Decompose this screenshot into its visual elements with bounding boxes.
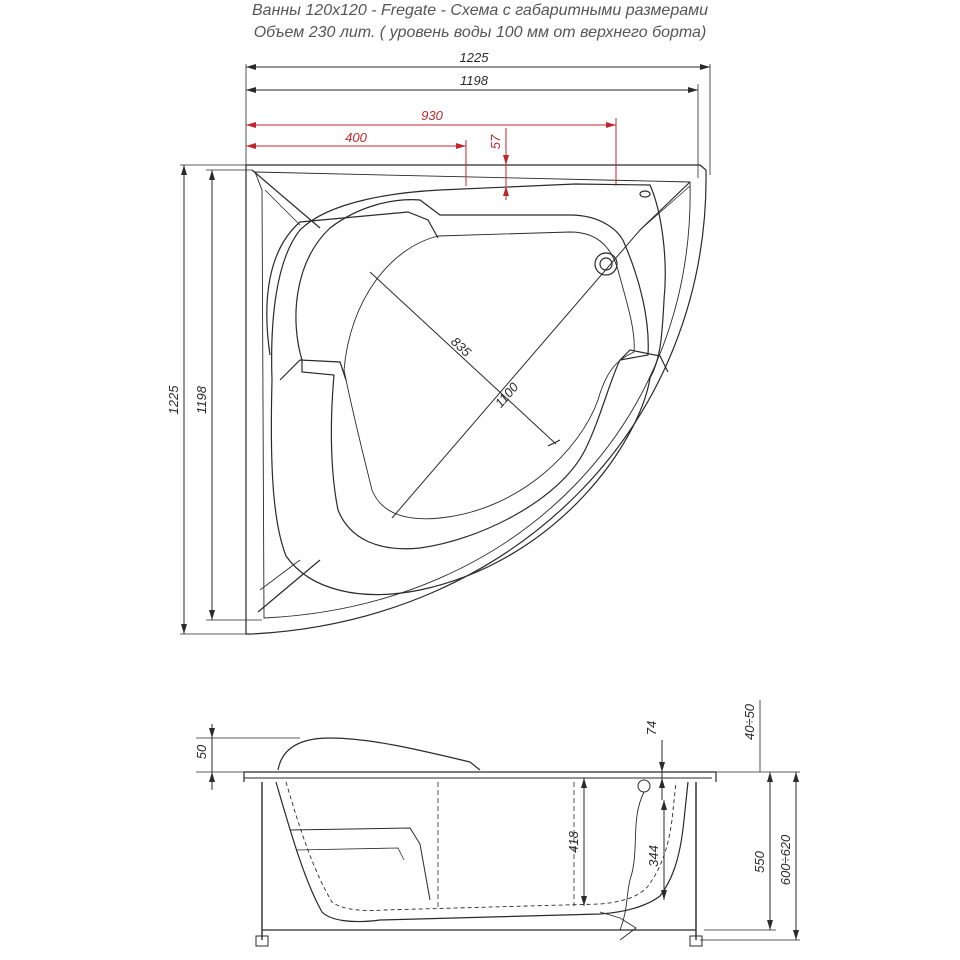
arrow-v1198-b — [209, 610, 215, 620]
seat-shadow — [296, 848, 404, 860]
corner-hatch-2 — [260, 560, 300, 590]
dim-inner-depth-b: 344 — [646, 845, 661, 867]
arrow-v1225-b — [181, 624, 187, 634]
dim-outer-depth: 1225 — [166, 385, 181, 415]
arrow-930-r — [606, 122, 616, 128]
arrow-600-b — [793, 930, 799, 940]
dim-headrest: 50 — [194, 744, 209, 760]
dim-rim: 57 — [488, 134, 503, 150]
arrow-50-t — [209, 728, 215, 738]
arrow-930-l — [246, 122, 256, 128]
dim-seat-offset: 400 — [345, 130, 367, 145]
overflow-hole — [640, 191, 650, 197]
dim-tub-height: 550 — [752, 851, 767, 873]
dim-inner-depth: 1198 — [194, 386, 209, 414]
overflow-side — [638, 780, 650, 792]
dim-inner-width: 1198 — [460, 73, 488, 88]
bowl-outer-rim — [271, 184, 665, 595]
arrow-50-b — [209, 772, 215, 782]
arrow-344-t — [661, 800, 667, 810]
headrest-profile — [278, 738, 480, 770]
arrow-57-t — [503, 155, 509, 165]
dim-inner-diagonal: 835 — [448, 333, 475, 360]
dim-outer-width: 1225 — [459, 50, 489, 65]
arrow-1225-r — [700, 64, 710, 70]
diagonal-1100 — [392, 230, 640, 518]
dim-total-height: 600÷620 — [778, 834, 793, 886]
dim-rim-height: 74 — [644, 720, 659, 736]
top-view — [180, 64, 710, 634]
corner-top-right — [640, 182, 690, 230]
arrow-550-b — [767, 920, 773, 930]
title-line-2: Объем 230 лит. ( уровень воды 100 мм от верхнего борта) — [253, 24, 707, 41]
arrow-v1225-t — [181, 165, 187, 175]
red-dimensions — [246, 118, 616, 200]
arrow-1198-r — [688, 87, 698, 93]
dim-outer-diagonal: 1100 — [491, 379, 522, 411]
drain-outer — [595, 253, 617, 275]
seat-step-left — [280, 360, 346, 380]
arrow-1225-l — [246, 64, 256, 70]
seat-contour — [296, 200, 648, 549]
side-view — [196, 700, 800, 946]
arrow-v1198-t — [209, 170, 215, 180]
headrest — [267, 212, 438, 355]
tub-body-inner — [286, 782, 676, 911]
dim-leg-adjust: 40÷50 — [742, 703, 757, 741]
title-line-1: Ванны 120х120 - Fregate - Схема с габаритными размерами — [252, 2, 708, 19]
arrow-550-t — [767, 772, 773, 782]
dim-drain-offset: 930 — [421, 108, 443, 123]
seat-step-right — [620, 350, 668, 372]
arrow-400-l — [246, 143, 256, 149]
arrow-418-t — [581, 778, 587, 788]
diag-tick-a — [548, 440, 560, 446]
arrow-400-r — [456, 143, 466, 149]
dim-inner-depth-a: 418 — [566, 831, 581, 853]
diag-ext — [640, 186, 690, 230]
arrow-74-t — [659, 762, 665, 772]
tub-body-outer — [276, 782, 688, 922]
arrow-600-t — [793, 772, 799, 782]
arrow-344-b — [661, 890, 667, 900]
arrow-1198-l — [246, 87, 256, 93]
bowl-bottom — [344, 232, 634, 519]
drain-trap — [600, 912, 636, 940]
arrow-74-b — [659, 778, 665, 788]
